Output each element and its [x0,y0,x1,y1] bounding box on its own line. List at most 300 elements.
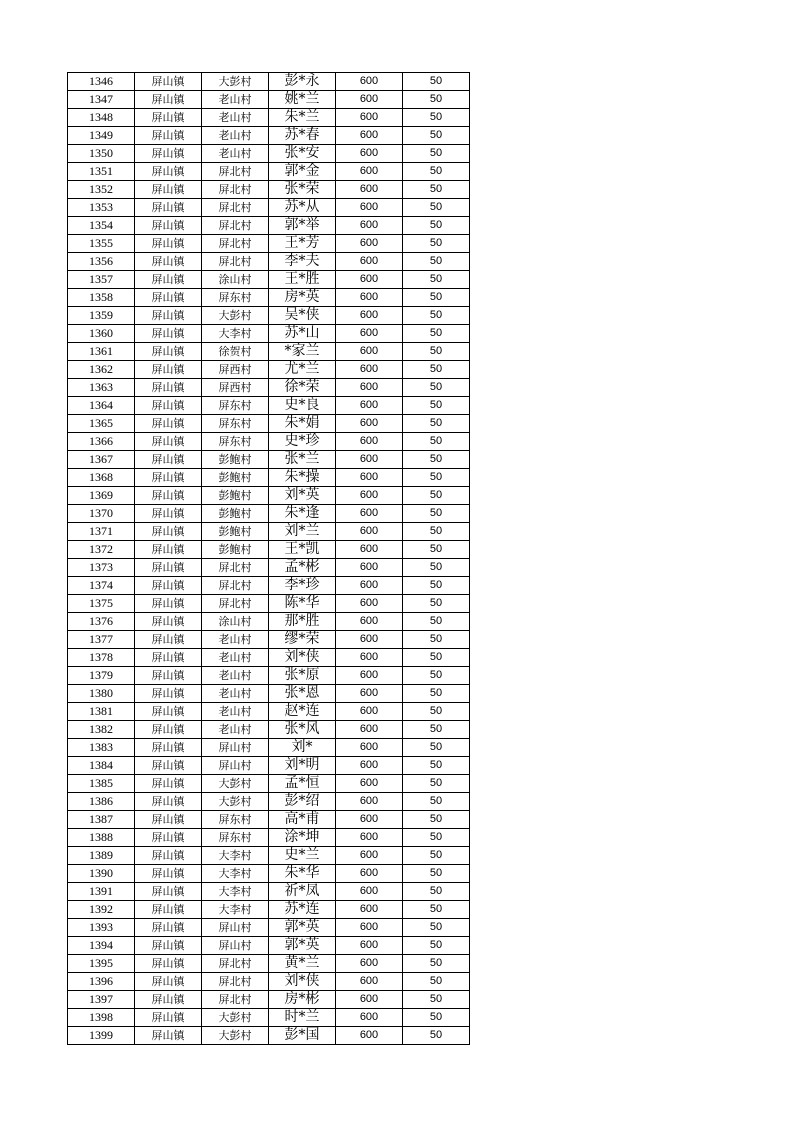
cell-village: 老山村 [202,145,269,163]
cell-village: 屏北村 [202,253,269,271]
cell-serial-number: 1351 [68,163,135,181]
cell-extra-amount: 50 [403,541,470,559]
table-row [68,829,470,847]
cell-town: 屏山镇 [135,91,202,109]
cell-village: 涂山村 [202,613,269,631]
cell-extra-amount: 50 [403,703,470,721]
table-row [68,595,470,613]
cell-town: 屏山镇 [135,811,202,829]
cell-serial-number: 1381 [68,703,135,721]
table-row [68,271,470,289]
cell-village: 屏北村 [202,991,269,1009]
cell-serial-number: 1366 [68,433,135,451]
table-row [68,667,470,685]
cell-town: 屏山镇 [135,451,202,469]
cell-person-name: 张*恩 [269,685,336,703]
cell-village: 彭鲍村 [202,487,269,505]
table-row [68,217,470,235]
table-row [68,451,470,469]
cell-extra-amount: 50 [403,991,470,1009]
cell-village: 屏北村 [202,973,269,991]
cell-extra-amount: 50 [403,469,470,487]
table-row [68,397,470,415]
cell-town: 屏山镇 [135,757,202,775]
cell-amount: 600 [336,721,403,739]
cell-person-name: 朱*娟 [269,415,336,433]
table-row [68,811,470,829]
cell-extra-amount: 50 [403,253,470,271]
table-row [68,631,470,649]
cell-person-name: 郭*举 [269,217,336,235]
cell-town: 屏山镇 [135,127,202,145]
cell-person-name: 刘*侠 [269,649,336,667]
cell-extra-amount: 50 [403,523,470,541]
cell-serial-number: 1356 [68,253,135,271]
cell-amount: 600 [336,901,403,919]
cell-village: 彭鲍村 [202,451,269,469]
cell-town: 屏山镇 [135,631,202,649]
cell-person-name: 刘*侠 [269,973,336,991]
cell-village: 老山村 [202,667,269,685]
cell-town: 屏山镇 [135,541,202,559]
cell-person-name: 朱*逢 [269,505,336,523]
cell-town: 屏山镇 [135,487,202,505]
cell-town: 屏山镇 [135,1009,202,1027]
cell-town: 屏山镇 [135,937,202,955]
cell-amount: 600 [336,739,403,757]
cell-extra-amount: 50 [403,343,470,361]
cell-serial-number: 1377 [68,631,135,649]
cell-serial-number: 1354 [68,217,135,235]
cell-amount: 600 [336,955,403,973]
cell-village: 屏东村 [202,415,269,433]
cell-serial-number: 1352 [68,181,135,199]
cell-town: 屏山镇 [135,577,202,595]
cell-amount: 600 [336,883,403,901]
cell-serial-number: 1378 [68,649,135,667]
table-row [68,307,470,325]
cell-extra-amount: 50 [403,271,470,289]
cell-village: 大彭村 [202,73,269,91]
cell-extra-amount: 50 [403,145,470,163]
cell-town: 屏山镇 [135,721,202,739]
cell-extra-amount: 50 [403,235,470,253]
cell-town: 屏山镇 [135,667,202,685]
cell-amount: 600 [336,865,403,883]
table-row [68,1027,470,1045]
cell-amount: 600 [336,217,403,235]
cell-village: 屏北村 [202,955,269,973]
cell-amount: 600 [336,415,403,433]
cell-village: 屏山村 [202,937,269,955]
table-row [68,721,470,739]
cell-serial-number: 1382 [68,721,135,739]
cell-village: 大彭村 [202,307,269,325]
cell-amount: 600 [336,973,403,991]
cell-person-name: 徐*荣 [269,379,336,397]
table-row [68,289,470,307]
cell-person-name: 苏*从 [269,199,336,217]
cell-extra-amount: 50 [403,937,470,955]
cell-village: 大彭村 [202,793,269,811]
cell-person-name: 张*原 [269,667,336,685]
cell-serial-number: 1399 [68,1027,135,1045]
cell-village: 屏东村 [202,829,269,847]
cell-person-name: 王*芳 [269,235,336,253]
cell-person-name: 黄*兰 [269,955,336,973]
table-row [68,253,470,271]
cell-amount: 600 [336,127,403,145]
cell-extra-amount: 50 [403,505,470,523]
cell-extra-amount: 50 [403,415,470,433]
cell-village: 老山村 [202,91,269,109]
cell-village: 屏东村 [202,397,269,415]
cell-village: 大彭村 [202,1009,269,1027]
cell-town: 屏山镇 [135,559,202,577]
cell-person-name: 张*安 [269,145,336,163]
table-row [68,541,470,559]
cell-person-name: 彭*永 [269,73,336,91]
cell-village: 老山村 [202,109,269,127]
cell-town: 屏山镇 [135,595,202,613]
cell-village: 老山村 [202,721,269,739]
cell-extra-amount: 50 [403,1027,470,1045]
cell-amount: 600 [336,253,403,271]
cell-serial-number: 1380 [68,685,135,703]
cell-village: 老山村 [202,649,269,667]
cell-village: 屏东村 [202,433,269,451]
cell-person-name: 朱*操 [269,469,336,487]
cell-village: 屏山村 [202,757,269,775]
cell-extra-amount: 50 [403,811,470,829]
cell-village: 彭鲍村 [202,505,269,523]
cell-amount: 600 [336,775,403,793]
cell-person-name: 张*风 [269,721,336,739]
cell-serial-number: 1360 [68,325,135,343]
cell-extra-amount: 50 [403,847,470,865]
cell-person-name: 那*胜 [269,613,336,631]
cell-village: 彭鲍村 [202,541,269,559]
cell-town: 屏山镇 [135,361,202,379]
cell-amount: 600 [336,289,403,307]
cell-extra-amount: 50 [403,919,470,937]
cell-extra-amount: 50 [403,217,470,235]
cell-amount: 600 [336,1009,403,1027]
cell-person-name: 房*英 [269,289,336,307]
cell-serial-number: 1373 [68,559,135,577]
cell-extra-amount: 50 [403,163,470,181]
cell-town: 屏山镇 [135,613,202,631]
cell-village: 老山村 [202,127,269,145]
table-row [68,757,470,775]
cell-extra-amount: 50 [403,289,470,307]
cell-town: 屏山镇 [135,415,202,433]
table-row [68,883,470,901]
cell-amount: 600 [336,163,403,181]
cell-village: 屏东村 [202,811,269,829]
cell-town: 屏山镇 [135,73,202,91]
cell-serial-number: 1398 [68,1009,135,1027]
table-row [68,163,470,181]
cell-serial-number: 1364 [68,397,135,415]
cell-extra-amount: 50 [403,613,470,631]
cell-person-name: 彭*绍 [269,793,336,811]
cell-extra-amount: 50 [403,379,470,397]
cell-amount: 600 [336,991,403,1009]
cell-serial-number: 1369 [68,487,135,505]
table-row [68,361,470,379]
cell-town: 屏山镇 [135,829,202,847]
cell-amount: 600 [336,307,403,325]
cell-person-name: 祈*凤 [269,883,336,901]
cell-serial-number: 1385 [68,775,135,793]
cell-village: 涂山村 [202,271,269,289]
roster-table-body [68,73,470,1045]
cell-extra-amount: 50 [403,829,470,847]
cell-village: 大彭村 [202,1027,269,1045]
table-row [68,235,470,253]
cell-serial-number: 1394 [68,937,135,955]
cell-town: 屏山镇 [135,469,202,487]
cell-serial-number: 1375 [68,595,135,613]
cell-serial-number: 1367 [68,451,135,469]
cell-person-name: 时*兰 [269,1009,336,1027]
cell-village: 大彭村 [202,775,269,793]
cell-amount: 600 [336,559,403,577]
cell-serial-number: 1358 [68,289,135,307]
cell-amount: 600 [336,667,403,685]
cell-extra-amount: 50 [403,91,470,109]
cell-town: 屏山镇 [135,883,202,901]
cell-town: 屏山镇 [135,973,202,991]
cell-amount: 600 [336,505,403,523]
cell-serial-number: 1389 [68,847,135,865]
cell-serial-number: 1390 [68,865,135,883]
cell-amount: 600 [336,199,403,217]
cell-extra-amount: 50 [403,397,470,415]
cell-extra-amount: 50 [403,883,470,901]
cell-person-name: 孟*恒 [269,775,336,793]
cell-amount: 600 [336,325,403,343]
table-row [68,937,470,955]
cell-person-name: 张*兰 [269,451,336,469]
cell-person-name: 苏*山 [269,325,336,343]
cell-person-name: 房*彬 [269,991,336,1009]
cell-amount: 600 [336,433,403,451]
cell-village: 大李村 [202,847,269,865]
table-row [68,199,470,217]
cell-amount: 600 [336,613,403,631]
cell-extra-amount: 50 [403,757,470,775]
cell-town: 屏山镇 [135,703,202,721]
cell-town: 屏山镇 [135,523,202,541]
cell-amount: 600 [336,271,403,289]
cell-extra-amount: 50 [403,181,470,199]
cell-village: 老山村 [202,703,269,721]
cell-town: 屏山镇 [135,145,202,163]
table-row [68,865,470,883]
cell-person-name: 赵*连 [269,703,336,721]
cell-extra-amount: 50 [403,865,470,883]
table-row [68,343,470,361]
cell-village: 屏北村 [202,199,269,217]
cell-town: 屏山镇 [135,217,202,235]
cell-amount: 600 [336,811,403,829]
cell-amount: 600 [336,919,403,937]
cell-town: 屏山镇 [135,163,202,181]
cell-person-name: 吴*侠 [269,307,336,325]
table-row [68,775,470,793]
cell-town: 屏山镇 [135,865,202,883]
cell-amount: 600 [336,937,403,955]
cell-village: 屏北村 [202,235,269,253]
cell-amount: 600 [336,793,403,811]
cell-village: 彭鲍村 [202,523,269,541]
cell-extra-amount: 50 [403,595,470,613]
cell-town: 屏山镇 [135,343,202,361]
cell-amount: 600 [336,685,403,703]
cell-village: 屏山村 [202,919,269,937]
table-row [68,145,470,163]
cell-amount: 600 [336,523,403,541]
table-row [68,379,470,397]
table-row [68,181,470,199]
cell-village: 大李村 [202,865,269,883]
cell-town: 屏山镇 [135,379,202,397]
cell-person-name: 苏*连 [269,901,336,919]
table-row [68,91,470,109]
cell-village: 大李村 [202,901,269,919]
cell-village: 彭鲍村 [202,469,269,487]
cell-extra-amount: 50 [403,955,470,973]
cell-amount: 600 [336,847,403,865]
cell-extra-amount: 50 [403,649,470,667]
cell-person-name: 彭*国 [269,1027,336,1045]
cell-person-name: 苏*春 [269,127,336,145]
cell-serial-number: 1372 [68,541,135,559]
cell-town: 屏山镇 [135,289,202,307]
cell-town: 屏山镇 [135,901,202,919]
cell-person-name: 涂*坤 [269,829,336,847]
cell-village: 屏西村 [202,379,269,397]
cell-amount: 600 [336,343,403,361]
cell-extra-amount: 50 [403,685,470,703]
cell-serial-number: 1361 [68,343,135,361]
cell-town: 屏山镇 [135,649,202,667]
cell-serial-number: 1370 [68,505,135,523]
cell-serial-number: 1368 [68,469,135,487]
cell-serial-number: 1393 [68,919,135,937]
cell-extra-amount: 50 [403,577,470,595]
table-row [68,559,470,577]
cell-person-name: 张*荣 [269,181,336,199]
table-row [68,685,470,703]
table-row [68,109,470,127]
cell-town: 屏山镇 [135,307,202,325]
cell-amount: 600 [336,631,403,649]
cell-serial-number: 1397 [68,991,135,1009]
cell-extra-amount: 50 [403,1009,470,1027]
cell-amount: 600 [336,703,403,721]
table-row [68,649,470,667]
cell-amount: 600 [336,469,403,487]
table-row [68,469,470,487]
table-row [68,793,470,811]
cell-town: 屏山镇 [135,847,202,865]
cell-extra-amount: 50 [403,901,470,919]
roster-table [67,72,470,1045]
cell-town: 屏山镇 [135,775,202,793]
cell-town: 屏山镇 [135,919,202,937]
cell-person-name: 朱*兰 [269,109,336,127]
cell-town: 屏山镇 [135,199,202,217]
cell-extra-amount: 50 [403,361,470,379]
cell-serial-number: 1384 [68,757,135,775]
cell-serial-number: 1383 [68,739,135,757]
table-row [68,415,470,433]
table-row [68,127,470,145]
cell-person-name: 刘*兰 [269,523,336,541]
cell-town: 屏山镇 [135,271,202,289]
cell-person-name: 刘*明 [269,757,336,775]
cell-amount: 600 [336,109,403,127]
table-row [68,991,470,1009]
cell-extra-amount: 50 [403,775,470,793]
cell-serial-number: 1388 [68,829,135,847]
cell-village: 老山村 [202,631,269,649]
cell-town: 屏山镇 [135,955,202,973]
cell-person-name: 陈*华 [269,595,336,613]
cell-person-name: 李*夫 [269,253,336,271]
cell-extra-amount: 50 [403,487,470,505]
cell-town: 屏山镇 [135,397,202,415]
cell-village: 屏北村 [202,217,269,235]
cell-village: 老山村 [202,685,269,703]
cell-extra-amount: 50 [403,721,470,739]
cell-person-name: *家兰 [269,343,336,361]
cell-town: 屏山镇 [135,235,202,253]
cell-town: 屏山镇 [135,505,202,523]
table-row [68,919,470,937]
cell-person-name: 朱*华 [269,865,336,883]
cell-amount: 600 [336,235,403,253]
table-row [68,73,470,91]
table-row [68,523,470,541]
cell-village: 大李村 [202,325,269,343]
cell-town: 屏山镇 [135,793,202,811]
cell-village: 屏北村 [202,181,269,199]
cell-serial-number: 1350 [68,145,135,163]
cell-person-name: 郭*金 [269,163,336,181]
cell-town: 屏山镇 [135,739,202,757]
cell-amount: 600 [336,649,403,667]
cell-town: 屏山镇 [135,181,202,199]
cell-town: 屏山镇 [135,1027,202,1045]
cell-extra-amount: 50 [403,73,470,91]
cell-village: 屏山村 [202,739,269,757]
cell-village: 屏北村 [202,559,269,577]
cell-serial-number: 1387 [68,811,135,829]
cell-serial-number: 1362 [68,361,135,379]
cell-serial-number: 1374 [68,577,135,595]
cell-person-name: 刘* [269,739,336,757]
cell-serial-number: 1395 [68,955,135,973]
cell-amount: 600 [336,397,403,415]
cell-amount: 600 [336,487,403,505]
cell-serial-number: 1349 [68,127,135,145]
cell-serial-number: 1396 [68,973,135,991]
cell-person-name: 姚*兰 [269,91,336,109]
